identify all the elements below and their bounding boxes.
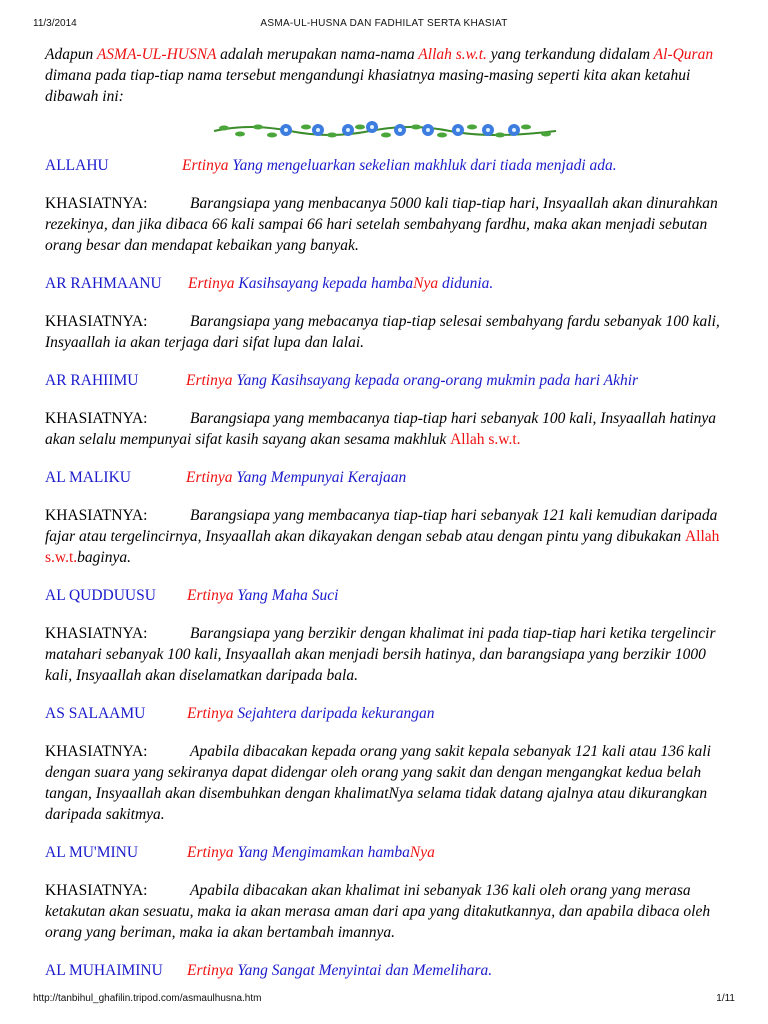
entry-al-muminu-khasiat: KHASIATNYA: Apabila dibacakan akan khalimat ini sebanyak 136 kali oleh orang yang merasa ketakutan akan sesuatu, maka ia akan merasa aman dari apa yang ditakutkannya, dan apabila dibaca oleh orang yang beriman, maka ia akan bertambah imannya.	[45, 882, 711, 941]
asma-name: AS SALAAMU	[45, 705, 146, 722]
asma-meaning: Ertinya Yang Mengimamkan hambaNya	[187, 844, 435, 861]
khasiat-label: KHASIATNYA:	[45, 507, 148, 524]
flower-vine-divider	[45, 117, 725, 143]
print-title: ASMA-UL-HUSNA DAN FADHILAT SERTA KHASIAT	[260, 18, 508, 29]
khasiat-label: KHASIATNYA:	[45, 743, 148, 760]
asma-meaning: Ertinya Yang Maha Suci	[187, 587, 339, 604]
asma-meaning: Ertinya Sejahtera daripada kekurangan	[187, 705, 435, 722]
entry-al-maliku-khasiat: KHASIATNYA: Barangsiapa yang membacanya tiap-tiap hari sebanyak 121 kali kemudian daripada fajar atau tergelincirnya, Insyaallah akan dikayakan dengan sebab atau dengan pintu yang dibukakan Allah s.w.t.baginya.	[45, 507, 720, 566]
entry-ar-rahiimu-title	[45, 370, 725, 391]
asma-meaning: Ertinya Yang mengeluarkan sekelian makhluk dari tiada menjadi ada.	[182, 157, 617, 174]
entry-ar-rahiimu-khasiat: KHASIATNYA: Barangsiapa yang membacanya tiap-tiap hari sebanyak 100 kali, Insyaallah hatinya akan selalu mempunyai sifat kasih sayang akan sesama makhluk Allah s.w.t.	[45, 410, 717, 448]
entry-al-qudduusu-title	[45, 585, 725, 606]
asma-meaning: Ertinya Yang Mempunyai Kerajaan	[186, 469, 407, 486]
asma-name: AL QUDDUUSU	[45, 587, 156, 604]
asma-name: AR RAHIIMU	[45, 372, 139, 389]
khasiat-label: KHASIATNYA:	[45, 410, 148, 427]
asma-name: ALLAHU	[45, 157, 109, 174]
entry-as-salaamu-khasiat: KHASIATNYA: Apabila dibacakan kepada orang yang sakit kepala sebanyak 121 kali atau 136 kali dengan suara yang sekiranya dapat didengar oleh orang yang sakit dan dengan mengangkat kedua belah tangan, Insyaallah akan disembuhkan dengan khalimatNya selama tidak datang ajalnya atau dikurangkan daripada sakitmya.	[45, 743, 711, 823]
entry-ar-rahmaanu-title	[45, 273, 725, 294]
asma-name: AR RAHMAANU	[45, 275, 162, 292]
asma-name: AL MALIKU	[45, 469, 131, 486]
flower-vine-icon	[210, 117, 560, 143]
entry-al-maliku-title	[45, 467, 725, 488]
entry-ar-rahmaanu-khasiat: KHASIATNYA: Barangsiapa yang mebacanya tiap-tiap selesai sembahyang fardu sebanyak 100 kali, Insyaallah ia akan terjaga dari sifat lupa dan lalai.	[45, 313, 720, 351]
khasiat-label: KHASIATNYA:	[45, 625, 148, 642]
asma-ul-husna-text: ASMA-UL-HUSNA	[96, 46, 217, 63]
khasiat-label: KHASIATNYA:	[45, 313, 148, 330]
khasiat-label: KHASIATNYA:	[45, 195, 148, 212]
entry-allahu-khasiat: KHASIATNYA: Barangsiapa yang menbacanya 5000 kali tiap-tiap hari, Insyaallah akan dinurahkan rezekinya, dan jika dibaca 66 kali sampai 66 hari setelah sembahyang fardhu, maka akan menjadi sebutan orang besar dan mendapat kebaikan yang banyak.	[45, 195, 718, 254]
al-quran-text: Al-Quran	[653, 46, 714, 63]
document-body	[45, 44, 725, 998]
khasiat-label: KHASIATNYA:	[45, 882, 148, 899]
asma-meaning: Ertinya Yang Kasihsayang kepada orang-orang mukmin pada hari Akhir	[186, 372, 639, 389]
asma-name: AL MUHAIMINU	[45, 962, 163, 979]
page-number: 1/11	[716, 993, 735, 1004]
intro-paragraph: Adapun ASMA-UL-HUSNA adalah merupakan nama-nama Allah s.w.t. yang terkandung didalam Al-Quran dimana pada tiap-tiap nama tersebut mengandungi khasiatnya masing-masing seperti kita akan ketahui dibawah ini:	[45, 46, 714, 105]
entry-allahu-title	[45, 155, 725, 176]
entry-as-salaamu-title	[45, 703, 725, 724]
allah-swt-text: Allah s.w.t.	[418, 46, 487, 63]
print-url: http://tanbihul_ghafilin.tripod.com/asmaulhusna.htm	[33, 993, 262, 1004]
asma-meaning: Ertinya Kasihsayang kepada hambaNya didunia.	[188, 275, 494, 292]
entry-al-muminu-title	[45, 842, 725, 863]
entry-al-qudduusu-khasiat: KHASIATNYA: Barangsiapa yang berzikir dengan khalimat ini pada tiap-tiap hari ketika tergelincir matahari sebanyak 100 kali, Insyaallah akan menjadi bersih hatinya, dan barangsiapa yang berzikir 1000 kali, Insyaallah akan diselamatkan daripada bala.	[45, 625, 716, 684]
asma-meaning: Ertinya Yang Sangat Menyintai dan Memelihara.	[187, 962, 493, 979]
entry-al-muhaiminu-title	[45, 960, 725, 981]
asma-name: AL MU'MINU	[45, 844, 139, 861]
print-date: 11/3/2014	[33, 18, 77, 29]
